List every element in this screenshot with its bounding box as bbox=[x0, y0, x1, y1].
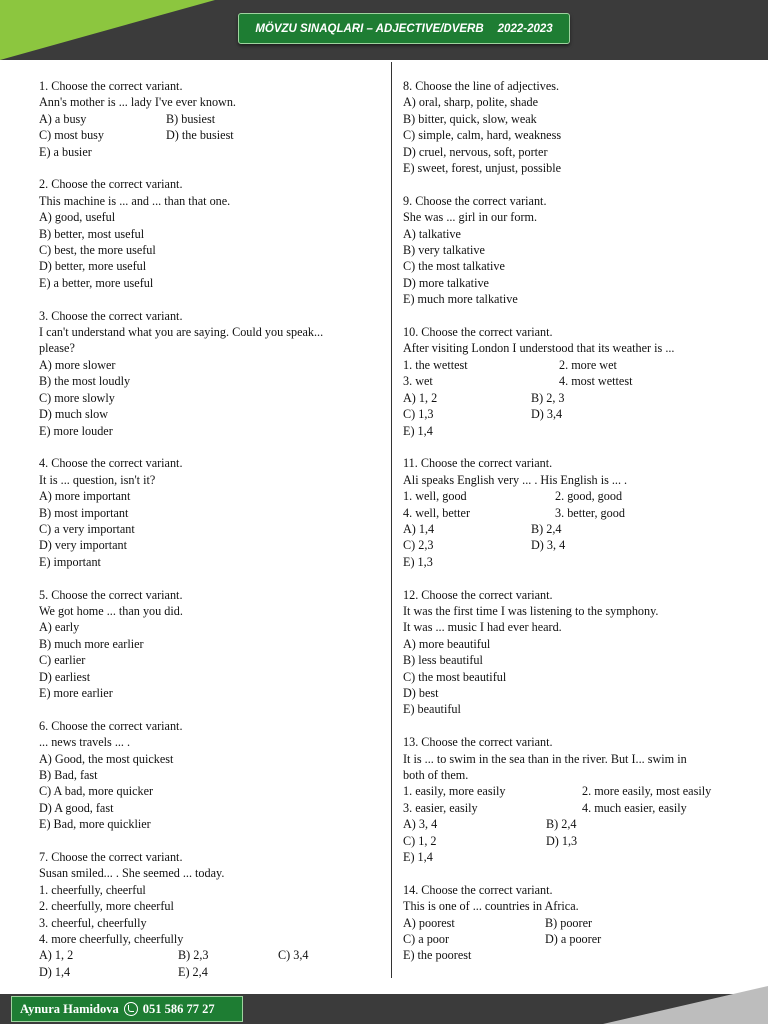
answer-option: B) very talkative bbox=[403, 243, 485, 258]
question-instruction: . Choose the correct variant. bbox=[415, 735, 553, 750]
answer-option: C) 3,4 bbox=[278, 948, 309, 963]
answer-option: B) bitter, quick, slow, weak bbox=[403, 111, 537, 126]
answer-option: A) oral, sharp, polite, shade bbox=[403, 95, 539, 110]
question-block bbox=[39, 176, 384, 291]
answer-option: E) 2,4 bbox=[178, 964, 208, 979]
question-text: ... news travels ... . bbox=[39, 735, 131, 750]
question-block bbox=[39, 718, 384, 833]
options-row bbox=[39, 619, 384, 635]
question-prompt bbox=[39, 718, 384, 734]
answer-option: A) 1,4 bbox=[403, 521, 435, 536]
answer-option: B) 2,4 bbox=[546, 817, 577, 832]
question-block bbox=[403, 193, 748, 308]
question-number: 8 bbox=[403, 79, 410, 93]
question-prompt bbox=[39, 587, 384, 603]
phone-number: 051 586 77 27 bbox=[142, 1001, 215, 1016]
answer-option: D) earliest bbox=[39, 669, 91, 684]
options-row bbox=[39, 783, 384, 799]
options-row bbox=[403, 160, 748, 176]
question-instruction: . Choose the correct variant. bbox=[415, 587, 553, 602]
question-instruction: . Choose the correct variant. bbox=[409, 193, 547, 208]
answer-option: A) more beautiful bbox=[403, 636, 491, 651]
answer-option: 2. more easily, most easily bbox=[582, 784, 712, 799]
question-number: 14 bbox=[403, 882, 416, 897]
answer-option: B) 2, 3 bbox=[531, 390, 565, 405]
answer-option: B) 2,4 bbox=[531, 521, 562, 536]
answer-option: B) 2,3 bbox=[178, 948, 209, 963]
question-block bbox=[39, 78, 384, 160]
question-text: We got home ... than you did. bbox=[39, 603, 183, 618]
answer-option: 2. good, good bbox=[555, 489, 623, 504]
question-prompt bbox=[39, 176, 384, 192]
page-year: 2022-2023 bbox=[497, 22, 553, 35]
question-text: both of them. bbox=[403, 767, 469, 782]
answer-option: D) 1,3 bbox=[546, 833, 578, 848]
answer-option: E) a better, more useful bbox=[39, 275, 154, 290]
options-row bbox=[403, 505, 748, 521]
question-text: 4. more cheerfully, cheerfully bbox=[39, 932, 184, 947]
answer-option: 3. wet bbox=[403, 374, 433, 389]
answer-option: D) a poorer bbox=[545, 932, 602, 947]
options-row bbox=[403, 537, 748, 553]
answer-option: E) 1,4 bbox=[403, 423, 433, 438]
header-accent bbox=[0, 0, 215, 60]
options-row bbox=[403, 685, 748, 701]
answer-option: 4. much easier, easily bbox=[582, 800, 687, 815]
answer-option: C) 1, 2 bbox=[403, 833, 437, 848]
answer-option: D) more talkative bbox=[403, 275, 489, 290]
question-block bbox=[39, 587, 384, 702]
options-row bbox=[39, 554, 384, 570]
question-block bbox=[39, 849, 384, 980]
question-prompt bbox=[403, 587, 748, 603]
question-prompt bbox=[403, 882, 748, 898]
options-row bbox=[403, 127, 748, 143]
question-instruction: . Choose the correct variant. bbox=[45, 177, 183, 192]
options-row bbox=[403, 849, 748, 865]
options-row bbox=[39, 537, 384, 553]
question-prompt bbox=[403, 324, 748, 340]
question-number: 12 bbox=[403, 587, 416, 602]
options-row bbox=[403, 357, 748, 373]
question-block bbox=[403, 78, 748, 176]
options-row bbox=[403, 423, 748, 439]
question-prompt bbox=[39, 78, 384, 94]
options-row bbox=[403, 226, 748, 242]
options-row bbox=[403, 915, 748, 931]
answer-option: A) poorest bbox=[403, 915, 455, 930]
answer-option: C) earlier bbox=[39, 653, 86, 668]
question-text: This is one of ... countries in Africa. bbox=[403, 899, 579, 914]
answer-option: E) important bbox=[39, 554, 101, 569]
answer-option: C) a very important bbox=[39, 521, 135, 536]
options-row bbox=[39, 111, 384, 127]
options-row bbox=[403, 636, 748, 652]
answer-option: 1. well, good bbox=[403, 489, 467, 504]
answer-option: E) 1,4 bbox=[403, 850, 433, 865]
question-text: It was the first time I was listening to the symphony. bbox=[403, 603, 659, 618]
answer-option: B) most important bbox=[39, 505, 129, 520]
question-text: I can't understand what you are saying. Could you speak... bbox=[39, 325, 324, 340]
question-number: 10 bbox=[403, 325, 416, 340]
right-column bbox=[403, 78, 748, 980]
question-text: Ali speaks English very ... . His English is ... . bbox=[403, 472, 628, 487]
question-text: 2. cheerfully, more cheerful bbox=[39, 899, 174, 914]
question-number: 1 bbox=[39, 79, 46, 93]
question-text: Ann's mother is ... lady I've ever known. bbox=[39, 95, 236, 110]
answer-option: A) more important bbox=[39, 489, 131, 504]
options-row bbox=[39, 406, 384, 422]
question-instruction: . Choose the line of adjectives. bbox=[409, 79, 560, 93]
question-block bbox=[39, 308, 384, 439]
question-block bbox=[403, 324, 748, 439]
question-prompt bbox=[403, 78, 748, 94]
answer-option: B) better, most useful bbox=[39, 226, 145, 241]
answer-option: C) more slowly bbox=[39, 390, 115, 405]
answer-option: A) more slower bbox=[39, 357, 116, 372]
options-row bbox=[39, 209, 384, 225]
question-number: 2 bbox=[39, 177, 46, 192]
question-block bbox=[403, 734, 748, 865]
question-number: 7 bbox=[39, 850, 46, 864]
question-text: This machine is ... and ... than that one. bbox=[39, 193, 231, 208]
answer-option: 3. better, good bbox=[555, 505, 625, 520]
options-row bbox=[403, 144, 748, 160]
answer-option: D) much slow bbox=[39, 407, 109, 422]
question-prompt bbox=[403, 734, 748, 750]
answer-option: 1. the wettest bbox=[403, 357, 468, 372]
options-row bbox=[39, 275, 384, 291]
answer-option: B) less beautiful bbox=[403, 653, 483, 668]
question-text: Susan smiled... . She seemed ... today. bbox=[39, 866, 225, 881]
options-row bbox=[403, 800, 748, 816]
options-row bbox=[39, 947, 384, 963]
answer-option: C) the most beautiful bbox=[403, 669, 507, 684]
question-text: She was ... girl in our form. bbox=[403, 210, 538, 225]
answer-option: A) 1, 2 bbox=[403, 390, 438, 405]
options-row bbox=[39, 258, 384, 274]
options-row bbox=[39, 800, 384, 816]
answer-option: C) most busy bbox=[39, 128, 105, 143]
answer-option: D) cruel, nervous, soft, porter bbox=[403, 144, 548, 159]
options-row bbox=[39, 685, 384, 701]
options-row bbox=[403, 554, 748, 570]
answer-option: D) 3,4 bbox=[531, 407, 563, 422]
header-title-box bbox=[238, 13, 570, 44]
question-instruction: . Choose the correct variant. bbox=[45, 308, 183, 323]
options-row bbox=[403, 783, 748, 799]
question-instruction: . Choose the correct variant. bbox=[45, 79, 183, 93]
options-row bbox=[39, 226, 384, 242]
options-row bbox=[403, 291, 748, 307]
options-row bbox=[39, 636, 384, 652]
options-row bbox=[39, 521, 384, 537]
answer-option: C) the most talkative bbox=[403, 259, 505, 274]
answer-option: E) a busier bbox=[39, 144, 92, 159]
question-number: 3 bbox=[39, 308, 46, 323]
options-row bbox=[403, 816, 748, 832]
answer-option: C) best, the more useful bbox=[39, 243, 156, 258]
answer-option: 3. easier, easily bbox=[403, 800, 478, 815]
answer-option: A) Good, the most quickest bbox=[39, 751, 174, 766]
options-row bbox=[39, 242, 384, 258]
options-row bbox=[403, 242, 748, 258]
options-row bbox=[39, 816, 384, 832]
answer-option: E) more louder bbox=[39, 423, 113, 438]
options-row bbox=[39, 964, 384, 980]
question-text: 3. cheerful, cheerfully bbox=[39, 915, 147, 930]
options-row bbox=[403, 931, 748, 947]
answer-option: E) much more talkative bbox=[403, 292, 518, 307]
question-block bbox=[403, 587, 748, 718]
question-text: After visiting London I understood that its weather is ... bbox=[403, 341, 675, 356]
question-prompt bbox=[39, 849, 384, 865]
question-instruction: . Choose the correct variant. bbox=[414, 456, 553, 471]
answer-option: C) 2,3 bbox=[403, 538, 434, 553]
answer-option: A) 1, 2 bbox=[39, 948, 74, 963]
answer-option: E) beautiful bbox=[403, 702, 461, 717]
options-row bbox=[39, 127, 384, 143]
question-text: please? bbox=[39, 341, 75, 356]
options-row bbox=[403, 488, 748, 504]
options-row bbox=[403, 390, 748, 406]
options-row bbox=[403, 652, 748, 668]
options-row bbox=[39, 373, 384, 389]
options-row bbox=[403, 701, 748, 717]
question-instruction: . Choose the correct variant. bbox=[45, 456, 183, 471]
answer-option: D) 1,4 bbox=[39, 964, 71, 979]
answer-option: E) more earlier bbox=[39, 685, 113, 700]
question-text: 1. cheerfully, cheerful bbox=[39, 882, 146, 897]
options-row bbox=[39, 488, 384, 504]
question-number: 13 bbox=[403, 735, 416, 750]
answer-option: D) the busiest bbox=[166, 128, 234, 143]
column-divider bbox=[391, 62, 392, 978]
answer-option: D) A good, fast bbox=[39, 800, 114, 815]
answer-option: B) Bad, fast bbox=[39, 767, 98, 782]
options-row bbox=[39, 669, 384, 685]
question-number: 6 bbox=[39, 718, 46, 733]
options-row bbox=[403, 521, 748, 537]
options-row bbox=[403, 275, 748, 291]
answer-option: D) very important bbox=[39, 538, 127, 553]
question-instruction: . Choose the correct variant. bbox=[45, 587, 183, 602]
question-text: It is ... question, isn't it? bbox=[39, 472, 156, 487]
options-row bbox=[403, 833, 748, 849]
options-row bbox=[39, 505, 384, 521]
answer-option: B) the most loudly bbox=[39, 374, 131, 389]
options-row bbox=[39, 751, 384, 767]
answer-option: D) best bbox=[403, 685, 439, 700]
options-row bbox=[39, 652, 384, 668]
question-text: It is ... to swim in the sea than in the river. But I... swim in bbox=[403, 751, 687, 766]
whatsapp-icon bbox=[124, 1002, 138, 1016]
answer-option: C) a poor bbox=[403, 932, 450, 947]
footer-accent bbox=[603, 986, 768, 1024]
question-instruction: . Choose the correct variant. bbox=[415, 325, 553, 340]
question-number: 11 bbox=[403, 456, 415, 471]
answer-option: 4. most wettest bbox=[559, 374, 633, 389]
answer-option: A) talkative bbox=[403, 226, 461, 241]
question-instruction: . Choose the correct variant. bbox=[45, 850, 183, 864]
question-instruction: . Choose the correct variant. bbox=[45, 718, 183, 733]
question-text: It was ... music I had ever heard. bbox=[403, 620, 562, 635]
answer-option: 4. well, better bbox=[403, 505, 471, 520]
options-row bbox=[403, 669, 748, 685]
question-number: 4 bbox=[39, 456, 46, 471]
author-name: Aynura Hamidova bbox=[20, 1001, 119, 1016]
answer-option: C) simple, calm, hard, weakness bbox=[403, 128, 562, 143]
question-prompt bbox=[403, 455, 748, 471]
question-number: 5 bbox=[39, 587, 46, 602]
options-row bbox=[403, 111, 748, 127]
question-prompt bbox=[39, 455, 384, 471]
answer-option: A) early bbox=[39, 620, 80, 635]
answer-option: A) 3, 4 bbox=[403, 817, 438, 832]
options-row bbox=[403, 947, 748, 963]
answer-option: 2. more wet bbox=[559, 357, 617, 372]
question-prompt bbox=[39, 308, 384, 324]
question-prompt bbox=[403, 193, 748, 209]
options-row bbox=[39, 357, 384, 373]
question-number: 9 bbox=[403, 193, 410, 208]
options-row bbox=[39, 767, 384, 783]
answer-option: C) 1,3 bbox=[403, 407, 434, 422]
answer-option: 1. easily, more easily bbox=[403, 784, 506, 799]
options-row bbox=[39, 144, 384, 160]
options-row bbox=[39, 390, 384, 406]
footer-contact bbox=[11, 996, 243, 1022]
answer-option: B) much more earlier bbox=[39, 636, 144, 651]
answer-option: E) sweet, forest, unjust, possible bbox=[403, 161, 562, 176]
page-title: MÖVZU SINAQLARI – ADJECTIVE/DVERB bbox=[255, 22, 484, 35]
answer-option: C) A bad, more quicker bbox=[39, 784, 154, 799]
answer-option: B) busiest bbox=[166, 111, 216, 126]
options-row bbox=[403, 258, 748, 274]
answer-option: E) 1,3 bbox=[403, 554, 433, 569]
question-block bbox=[403, 455, 748, 570]
left-column bbox=[39, 78, 384, 997]
answer-option: A) good, useful bbox=[39, 210, 116, 225]
options-row bbox=[403, 406, 748, 422]
answer-option: E) the poorest bbox=[403, 948, 472, 963]
answer-option: D) better, more useful bbox=[39, 259, 147, 274]
answer-option: A) a busy bbox=[39, 111, 87, 126]
answer-option: D) 3, 4 bbox=[531, 538, 566, 553]
question-block bbox=[403, 882, 748, 964]
options-row bbox=[39, 423, 384, 439]
question-instruction: . Choose the correct variant. bbox=[415, 882, 553, 897]
question-block bbox=[39, 455, 384, 570]
options-row bbox=[403, 94, 748, 110]
answer-option: B) poorer bbox=[545, 915, 593, 930]
options-row bbox=[403, 373, 748, 389]
answer-option: E) Bad, more quicklier bbox=[39, 817, 151, 832]
